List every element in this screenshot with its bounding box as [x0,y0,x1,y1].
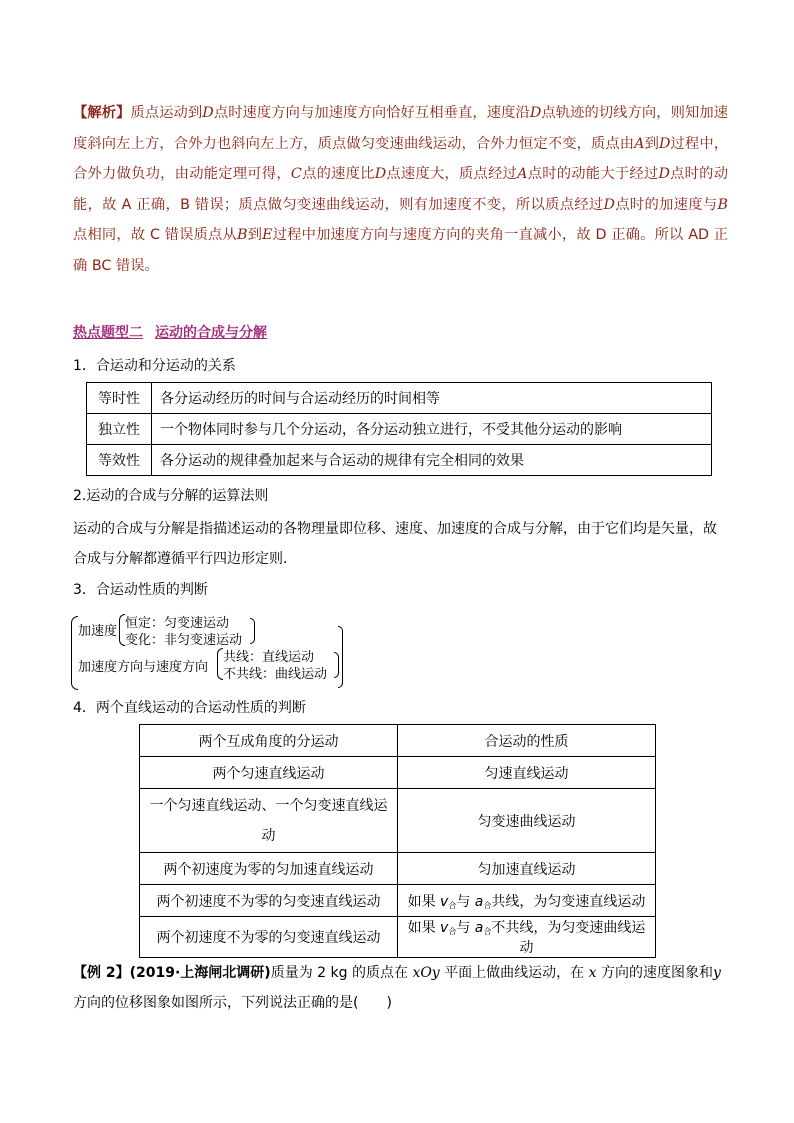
point-label: D [529,105,542,121]
analysis-text: 点相同，故 C 错误质点从 [73,227,237,243]
subscript: 合 [448,900,457,910]
plane-symbol: xOy [412,965,440,981]
table-cell: 一个匀速直线运动、一个匀变速直线运动 [140,789,398,853]
point-label: D [374,166,387,182]
table-row [140,789,656,853]
table-header-row [140,725,656,757]
tree-acc-b: 变化：非匀变速运动 [125,633,243,648]
tree-dir-a: 共线：直线运动 [223,650,315,665]
tree-acc: 加速度 [78,624,118,639]
point-label: E [262,227,273,243]
table-row [140,885,656,917]
heading-4: 4．两个直线运动的合运动性质的判断 [73,700,306,716]
table-row [140,917,656,958]
table-cell: 两个匀速直线运动 [140,757,398,789]
tree-acc-a: 恒定：匀变速运动 [125,616,230,631]
example-label: 【例 2】 [73,965,130,981]
table-row [140,853,656,885]
table-key: 等效性 [87,445,152,476]
relation-table [86,382,712,476]
velocity-symbol: v [440,920,449,936]
heading-2: 2.运动的合成与分解的运算法则 [73,488,269,504]
table-row [87,414,712,445]
point-label: B [717,196,729,213]
point-label: D [658,166,670,182]
cell-text: 不共线，为匀变速曲线运动 [491,920,646,956]
section-title-a: 热点题型二 [73,325,143,341]
heading-1: 1．合运动和分运动的关系 [73,358,236,374]
example-text: 方向的位移图象如图所示，下列说法正确的是( ) [73,995,392,1011]
example-text: 方向的速度图象和 [601,965,713,981]
subscript: 合 [448,927,457,936]
table-row [140,757,656,789]
cell-text: 如果 [407,920,436,936]
point-label: A [634,135,645,152]
tree-dir-b: 不共线：曲线运动 [223,667,328,682]
analysis-text: 点时的动能，故 A 正确，B 错误；质点做匀变速曲线运动，则有加速度不变，所以质点经过 [73,166,729,213]
cell-text: 与 [456,920,471,936]
table-key: 独立性 [87,414,152,445]
example-text: 质量为 2 kg 的质点在 [270,965,408,981]
motion-table [139,724,656,958]
velocity-symbol: v [440,893,449,910]
table-value: 一个物体同时参与几个分运动，各分运动独立进行，不受其他分运动的影响 [152,414,712,445]
table-cell [398,917,656,958]
analysis-paragraph [73,98,728,281]
analysis-text: 点轨迹的切线方向，则知加速度斜向左上方，合外力也斜向左上方，质点做匀变速曲线运动，合外力恒定不变，质点由 [73,105,729,152]
analysis-text: 点时速度方向与加速度方向恰好互相垂直，速度沿 [213,105,530,121]
acceleration-symbol: a [474,893,484,910]
point-label: D [603,196,615,213]
point-label: C [290,166,302,182]
example-2 [73,958,728,1018]
cell-text: 共线，为匀变速直线运动 [491,893,646,910]
analysis-text: 点时的加速度与 [614,196,718,213]
subscript: 合 [483,900,492,910]
example-source: (2019·上海闸北调研) [129,965,271,981]
section-title [73,322,267,342]
analysis-text: 点速度大，质点经过 [386,166,518,182]
table-cell: 两个初速度不为零的匀变速直线运动 [140,917,398,958]
subscript: 合 [483,927,492,936]
table-cell: 两个初速度不为零的匀变速直线运动 [140,885,398,917]
tree-dir: 加速度方向与速度方向 [78,660,209,675]
point-label: A [517,166,528,182]
table-cell: 两个初速度为零的匀加速直线运动 [140,853,398,885]
table-header: 两个互成角度的分运动 [140,725,398,757]
table-cell: 匀加速直线运动 [398,853,656,885]
example-text: 平面上做曲线运动，在 [444,965,585,981]
table-cell [398,885,656,917]
analysis-text: 过程中，合外力做负功，由动能定理可得， [73,135,729,182]
heading-3: 3．合运动性质的判断 [73,582,208,598]
point-label: B [236,227,248,243]
table-value: 各分运动的规律叠加起来与合运动的规律有完全相同的效果 [152,445,712,476]
point-label: D [658,135,671,152]
analysis-text: 到 [247,227,263,243]
table-row [87,445,712,476]
table-value: 各分运动经历的时间与合运动经历的时间相等 [152,383,712,414]
outer-close-brace [338,626,343,688]
table-cell: 匀变速曲线运动 [398,789,656,853]
acceleration-symbol: a [474,920,484,936]
cell-text: 与 [456,893,471,910]
analysis-text: 质点运动到 [130,105,203,121]
point-label: D [202,105,214,121]
axis-symbol: x [588,965,597,981]
analysis-text: 点时的动能大于经过 [527,166,659,182]
table-header: 合运动的性质 [398,725,656,757]
outer-brace [71,616,78,690]
close-brace-acc [250,618,255,644]
axis-symbol: y [713,965,721,981]
section-title-b: 运动的合成与分解 [155,325,267,341]
analysis-text: 到 [644,135,659,152]
table-cell: 匀速直线运动 [398,757,656,789]
heading-2-body: 运动的合成与分解是指描述运动的各物理量即位移、速度、加速度的合成与分解，由于它们均是矢量，故合成与分解都遵循平行四边形定则． [73,521,717,567]
cell-text: 如果 [407,893,436,910]
analysis-text: 过程中加速度方向与速度方向的夹角一直减小，故 D 正确。所以 AD 正确 BC 错误。 [73,227,729,274]
table-row [87,383,712,414]
analysis-text: 点的速度比 [301,166,375,182]
analysis-tag: 【解析】 [73,105,131,121]
table-key: 等时性 [87,383,152,414]
